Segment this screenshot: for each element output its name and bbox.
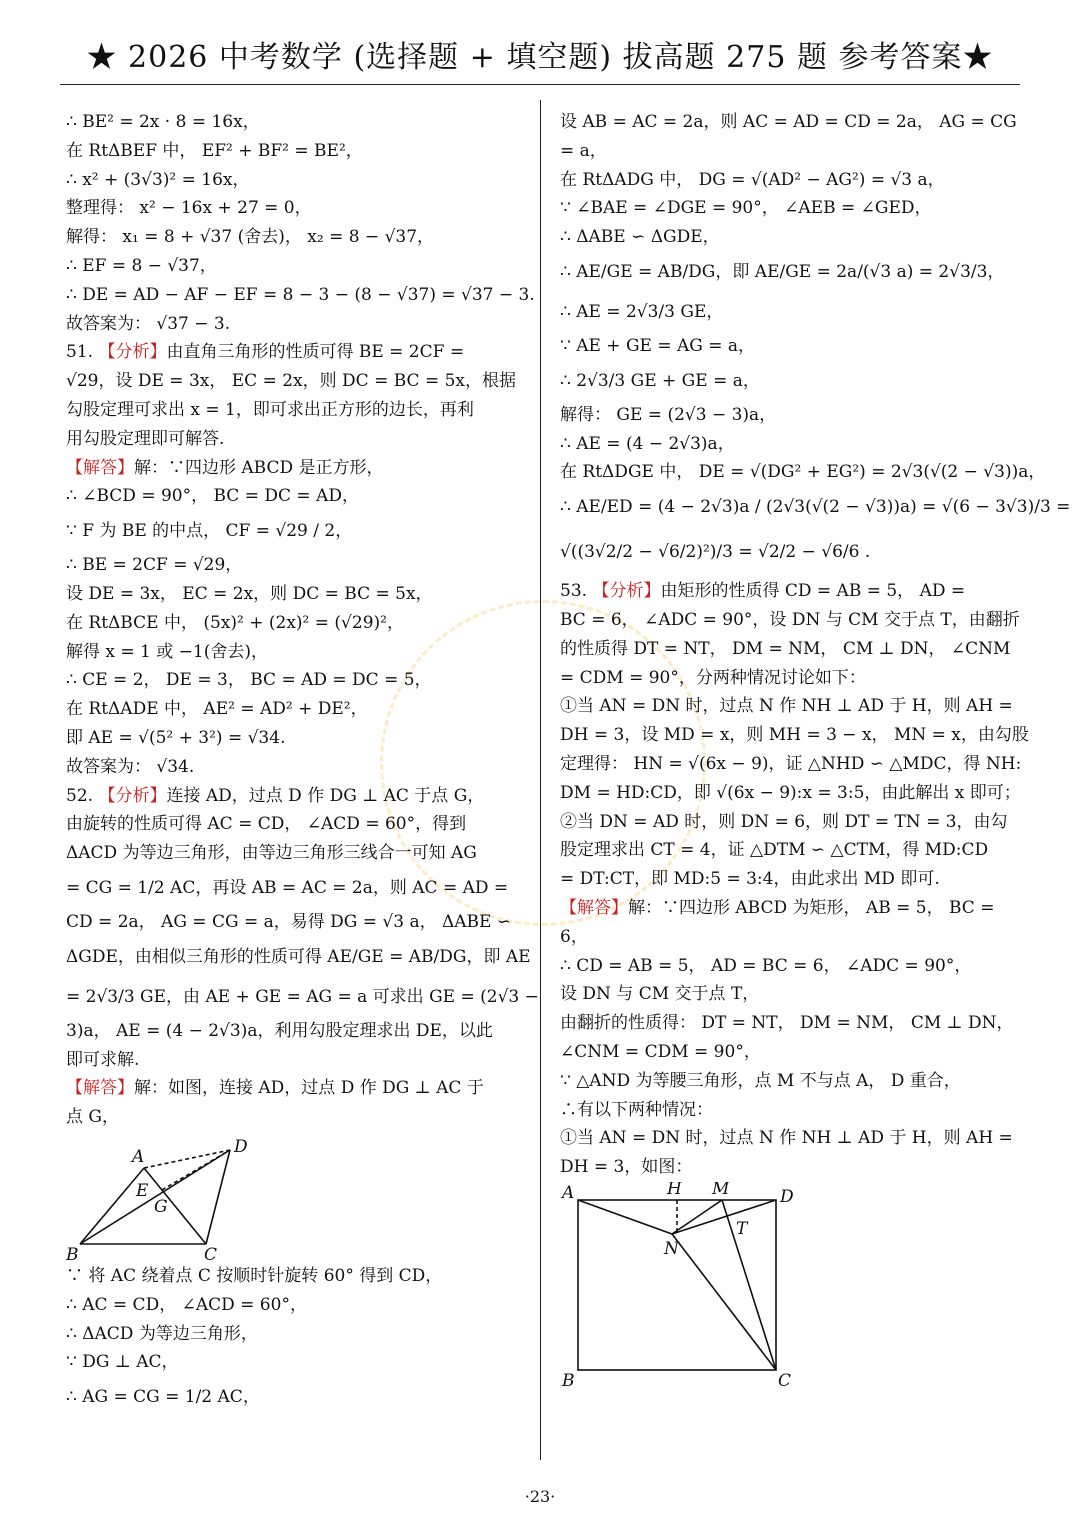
figure-label: N (664, 1238, 679, 1259)
figure-label: G (154, 1196, 168, 1217)
text-line: 解得 x = 1 或 −1(舍去)， (66, 641, 268, 662)
text-line: ∴有以下两种情况： (560, 1099, 713, 1120)
text-line: ΔACD 为等边三角形，由等边三角形三线合一可知 AG (66, 843, 477, 864)
text-line: 由翻折的性质得： DT = NT， DM = NM， CM ⊥ DN， (560, 1013, 1014, 1034)
column-divider (540, 100, 541, 1460)
text-line: 即可求解. (66, 1049, 140, 1070)
text-line: ∴ AE/ED = (4 − 2√3)a / (2√3(√(2 − √3))a) = √(6 − 3√3)/3 = (560, 497, 1071, 518)
text-line: 设 DN 与 CM 交于点 T， (560, 984, 760, 1005)
text-line: ∴ CE = 2， DE = 3， BC = AD = DC = 5， (66, 670, 432, 691)
text-line: ②当 DN = AD 时，则 DN = 6，则 DT = TN = 3，由勾 (560, 811, 1008, 832)
text-line: 在 RtΔDGE 中， DE = √(DG² + EG²) = 2√3(√(2 − √3))a， (560, 462, 1046, 483)
text-line: 勾股定理可求出 x = 1，即可求出正方形的边长，再利 (66, 399, 474, 420)
solution-51: 【解答】解：∵四边形 ABCD 是正方形， (66, 457, 384, 478)
text-line: ∴ AE/GE = AB/DG，即 AE/GE = 2a/(√3 a) = 2√3/3， (560, 261, 1005, 282)
text-line: = CDM = 90°，分两种情况讨论如下： (560, 667, 866, 688)
text-line: 在 RtΔADE 中， AE² = AD² + DE²， (66, 699, 368, 720)
rectangle-figure (560, 1182, 810, 1392)
text-line: ∴ ΔACD 为等边三角形， (66, 1323, 258, 1344)
text-line: 设 AB = AC = 2a，则 AC = AD = CD = 2a， AG = CG (560, 112, 1017, 132)
text-line: = DT:CT，即 MD:5 = 3:4，由此求出 MD 即可. (560, 869, 940, 890)
text-line: ∴ ΔABE ∽ ΔGDE， (560, 227, 720, 248)
text-line: 设 DE = 3x， EC = 2x，则 DC = BC = 5x， (66, 583, 433, 604)
text-line: ①当 AN = DN 时，过点 N 作 NH ⊥ AD 于 H，则 AH = (560, 696, 1013, 717)
text-line: DH = 3，设 MD = x，则 MH = 3 − x， MN = x，由勾股 (560, 725, 1029, 746)
text-line: 在 RtΔADG 中， DG = √(AD² − AG²) = √3 a， (560, 169, 945, 190)
text-line: DH = 3，如图： (560, 1157, 693, 1178)
text-line: √((3√2/2 − √6/2)²)/3 = √2/2 − √6/6 . (560, 542, 871, 563)
text-line: ∵ F 为 BE 的中点， CF = √29 / 2， (66, 521, 353, 542)
text-line: ∵ AE + GE = AG = a， (560, 335, 756, 356)
text-line: DM = HD:CD，即 √(6x − 9):x = 3:5，由此解出 x 即可； (560, 782, 1021, 803)
figure-label: M (712, 1181, 730, 1199)
text-line: 在 RtΔBEF 中， EF² + BF² = BE²， (66, 140, 363, 161)
figure-label: E (136, 1180, 149, 1201)
text-line: 3)a， AE = (4 − 2√3)a，利用勾股定理求出 DE，以此 (66, 1020, 493, 1041)
text-line: = CG = 1/2 AC，再设 AB = AC = 2a，则 AC = AD = (66, 877, 509, 898)
figure-label: B (562, 1370, 575, 1391)
page-header-title: ★ 2026 中考数学 (选择题 + 填空题) 拔高题 275 题 参考答案★ (86, 40, 994, 75)
analysis-53: 53. 【分析】由矩形的性质得 CD = AB = 5， AD = (560, 581, 966, 602)
page-number: ·23· (524, 1487, 556, 1506)
text-line: 定理得： HN = √(6x − 9)，证 △NHD ∽ △MDC，得 NH: (560, 753, 1022, 774)
figure-label: T (736, 1218, 748, 1239)
text-line: 6， (560, 926, 588, 947)
text-line: ∴ BE² = 2x · 8 = 16x， (66, 112, 260, 132)
figure-label: A (132, 1146, 145, 1167)
text-line: ∴ AE = (4 − 2√3)a， (560, 433, 735, 454)
text-line: = a， (560, 140, 607, 161)
text-line: ∴ CD = AB = 5， AD = BC = 6， ∠ADC = 90°， (560, 955, 972, 976)
text-line: ∴ BE = 2CF = √29， (66, 555, 243, 576)
text-line: ΔGDE，由相似三角形的性质可得 AE/GE = AB/DG，即 AE (66, 946, 531, 967)
figure-label: C (204, 1244, 218, 1262)
right-column (560, 108, 1071, 1392)
text-line: ∴ EF = 8 − √37， (66, 255, 217, 276)
text-line: ∵ △AND 为等腰三角形，点 M 不与点 A， D 重合， (560, 1070, 961, 1091)
text-line: 整理得： x² − 16x + 27 = 0， (66, 198, 312, 219)
header-rule (60, 84, 1020, 85)
left-column (66, 108, 539, 1417)
text-line: 在 RtΔBCE 中， (5x)² + (2x)² = (√29)²， (66, 612, 404, 633)
text-line: 点 G， (66, 1107, 119, 1128)
figure-label: B (66, 1244, 79, 1262)
text-line: ∠CNM = CDM = 90°， (560, 1041, 761, 1062)
text-line: 由旋转的性质可得 AC = CD， ∠ACD = 60°，得到 (66, 814, 467, 835)
analysis-52: 52. 【分析】连接 AD，过点 D 作 DG ⊥ AC 于点 G， (66, 785, 485, 806)
text-line: 股定理求出 CT = 4，证 △DTM ∽ △CTM，得 MD:CD (560, 840, 989, 861)
analysis-51: 51. 【分析】由直角三角形的性质可得 BE = 2CF = (66, 342, 465, 363)
text-line: √29，设 DE = 3x， EC = 2x，则 DC = BC = 5x，根据 (66, 371, 517, 392)
text-line: 解得： GE = (2√3 − 3)a， (560, 404, 777, 425)
text-line: BC = 6， ∠ADC = 90°，设 DN 与 CM 交于点 T，由翻折 (560, 609, 1020, 630)
text-line: ∵ DG ⊥ AC， (66, 1352, 179, 1373)
text-line: 即 AE = √(5² + 3²) = √34. (66, 727, 286, 748)
text-line: ∴ ∠BCD = 90°， BC = DC = AD， (66, 486, 359, 507)
text-line: 故答案为： √37 − 3. (66, 313, 231, 334)
solution-53: 【解答】解：∵四边形 ABCD 为矩形， AB = 5， BC = (560, 897, 995, 918)
text-line: ∵ ∠BAE = ∠DGE = 90°， ∠AEB = ∠GED， (560, 198, 932, 219)
figure-label: H (667, 1181, 682, 1199)
triangle-figure (66, 1132, 286, 1262)
text-line: 的性质得 DT = NT， DM = NM， CM ⊥ DN， ∠CNM (560, 638, 1011, 659)
text-line: CD = 2a， AG = CG = a，易得 DG = √3 a， ΔABE ∽ (66, 911, 512, 932)
text-line: ∴ x² + (3√3)² = 16x， (66, 169, 250, 190)
text-line: = 2√3/3 GE，由 AE + GE = AG = a 可求出 GE = (2√3 − (66, 986, 539, 1007)
text-line: ∴ 2√3/3 GE + GE = a， (560, 370, 760, 391)
text-line: ∴ AE = 2√3/3 GE， (560, 301, 724, 322)
text-line: ∴ AC = CD， ∠ACD = 60°， (66, 1294, 307, 1315)
figure-label: C (778, 1370, 792, 1391)
text-line: 解得： x₁ = 8 + √37 (舍去)， x₂ = 8 − √37， (66, 227, 435, 248)
solution-52: 【解答】解：如图，连接 AD，过点 D 作 DG ⊥ AC 于 (66, 1078, 484, 1099)
figure-label: D (780, 1186, 794, 1207)
text-line: 故答案为： √34. (66, 756, 195, 777)
text-line: ∴ DE = AD − AF − EF = 8 − 3 − (8 − √37) = √37 − 3. (66, 284, 535, 305)
text-line: ∵ 将 AC 绕着点 C 按顺时针旋转 60° 得到 CD， (66, 1265, 443, 1286)
text-line: 用勾股定理即可解答. (66, 428, 225, 449)
text-line: ∴ AG = CG = 1/2 AC， (66, 1387, 260, 1408)
figure-label: D (234, 1136, 248, 1157)
figure-label: A (562, 1182, 575, 1203)
text-line: ①当 AN = DN 时，过点 N 作 NH ⊥ AD 于 H，则 AH = (560, 1128, 1013, 1149)
